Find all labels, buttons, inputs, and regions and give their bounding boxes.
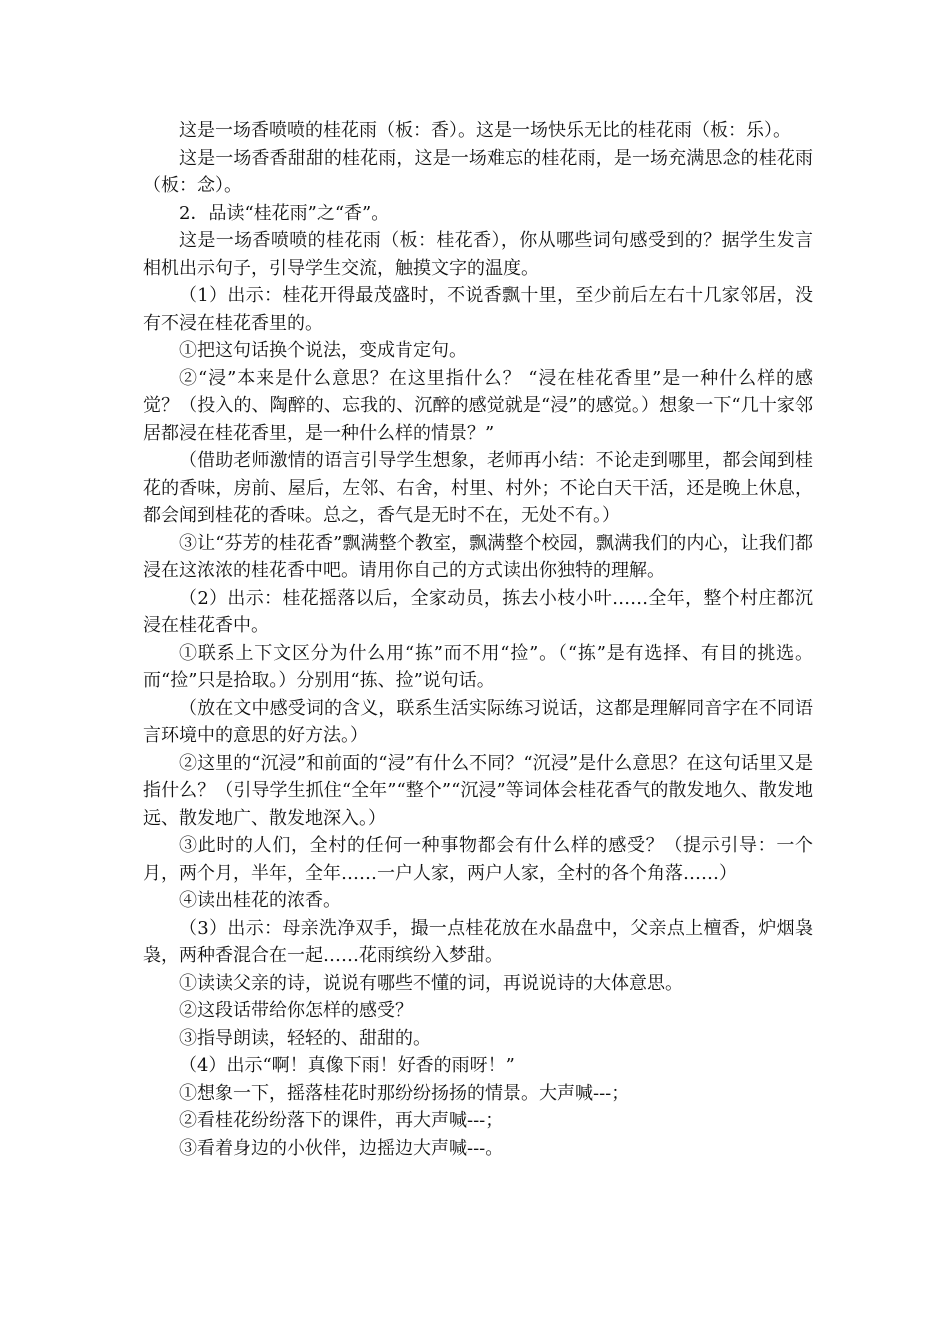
paragraph: ②“浸”本来是什么意思？在这里指什么？ “浸在桂花香里”是一种什么样的感觉？（投入的、陶醉的、忘我的、沉醉的感觉就是“浸”的感觉。）想象一下“几十家邻居都浸在桂花香里，是一种什么样的情景？”	[143, 367, 813, 444]
paragraph: 这是一场香喷喷的桂花雨（板：桂花香），你从哪些词句感受到的？据学生发言相机出示句子，引导学生交流，触摸文字的温度。	[143, 230, 813, 279]
paragraph: ①读读父亲的诗，说说有哪些不懂的词，再说说诗的大体意思。	[179, 972, 683, 994]
paragraph: （1）出示：桂花开得最茂盛时，不说香飘十里，至少前后左右十几家邻居，没有不浸在桂花香里的。	[143, 285, 813, 334]
paragraph: ③指导朗读，轻轻的、甜甜的。	[179, 1027, 431, 1049]
paragraph: （放在文中感受词的含义，联系生活实际练习说话，这都是理解同音字在不同语言环境中的意思的好方法。）	[143, 697, 813, 746]
paragraph: 这是一场香香甜甜的桂花雨，这是一场难忘的桂花雨，是一场充满思念的桂花雨（板：念）。	[143, 147, 813, 196]
paragraph: （4）出示“啊！真像下雨！好香的雨呀！”	[179, 1055, 515, 1076]
paragraph: （借助老师激情的语言引导学生想象，老师再小结：不论走到哪里，都会闻到桂花的香味，房前、屋后，左邻、右舍，村里、村外；不论白天干活，还是晚上休息，都会闻到桂花的香味。总之，香气是无时不在，无处不有。）	[143, 450, 813, 526]
paragraph: ②看桂花纷纷落下的课件，再大声喊---；	[179, 1110, 504, 1131]
paragraph: （2）出示：桂花摇落以后，全家动员，拣去小枝小叶……全年，整个村庄都沉浸在桂花香中。	[143, 587, 813, 636]
paragraph: 这是一场香喷喷的桂花雨（板：香）。这是一场快乐无比的桂花雨（板：乐）。	[179, 120, 791, 141]
document-page	[143, 117, 813, 1162]
paragraph: ②这里的“沉浸”和前面的“浸”有什么不同？“沉浸”是什么意思？在这句话里又是指什么？（引导学生抓住“全年”“整个”“沉浸”等词体会桂花香气的散发地久、散发地远、散发地广、散发地深入。）	[143, 752, 813, 829]
section-heading: 2．品读“桂花雨”之“香”。	[179, 202, 390, 224]
paragraph: ③看着身边的小伙伴，边摇边大声喊---。	[179, 1137, 504, 1159]
paragraph: ③此时的人们，全村的任何一种事物都会有什么样的感受？（提示引导：一个月，两个月，半年，全年……一户人家，两户人家，全村的各个角落……）	[143, 835, 813, 884]
paragraph: ①联系上下文区分为什么用“拣”而不用“捡”。（“拣”是有选择、有目的挑选。而“捡”只是拾取。）分别用“拣、捡”说句话。	[143, 642, 813, 691]
paragraph: ①把这句话换个说法，变成肯定句。	[179, 340, 467, 361]
paragraph: ①想象一下，摇落桂花时那纷纷扬扬的情景。大声喊---；	[179, 1082, 630, 1104]
paragraph: ②这段话带给你怎样的感受？	[179, 1000, 413, 1021]
paragraph: ④读出桂花的浓香。	[179, 890, 341, 911]
paragraph: （3）出示：母亲洗净双手，撮一点桂花放在水晶盘中，父亲点上檀香，炉烟袅袅，两种香混合在一起……花雨缤纷入梦甜。	[143, 917, 813, 966]
paragraph: ③让“芬芳的桂花香”飘满整个教室，飘满整个校园，飘满我们的内心，让我们都浸在这浓浓的桂花香中吧。请用你自己的方式读出你独特的理解。	[143, 532, 813, 581]
